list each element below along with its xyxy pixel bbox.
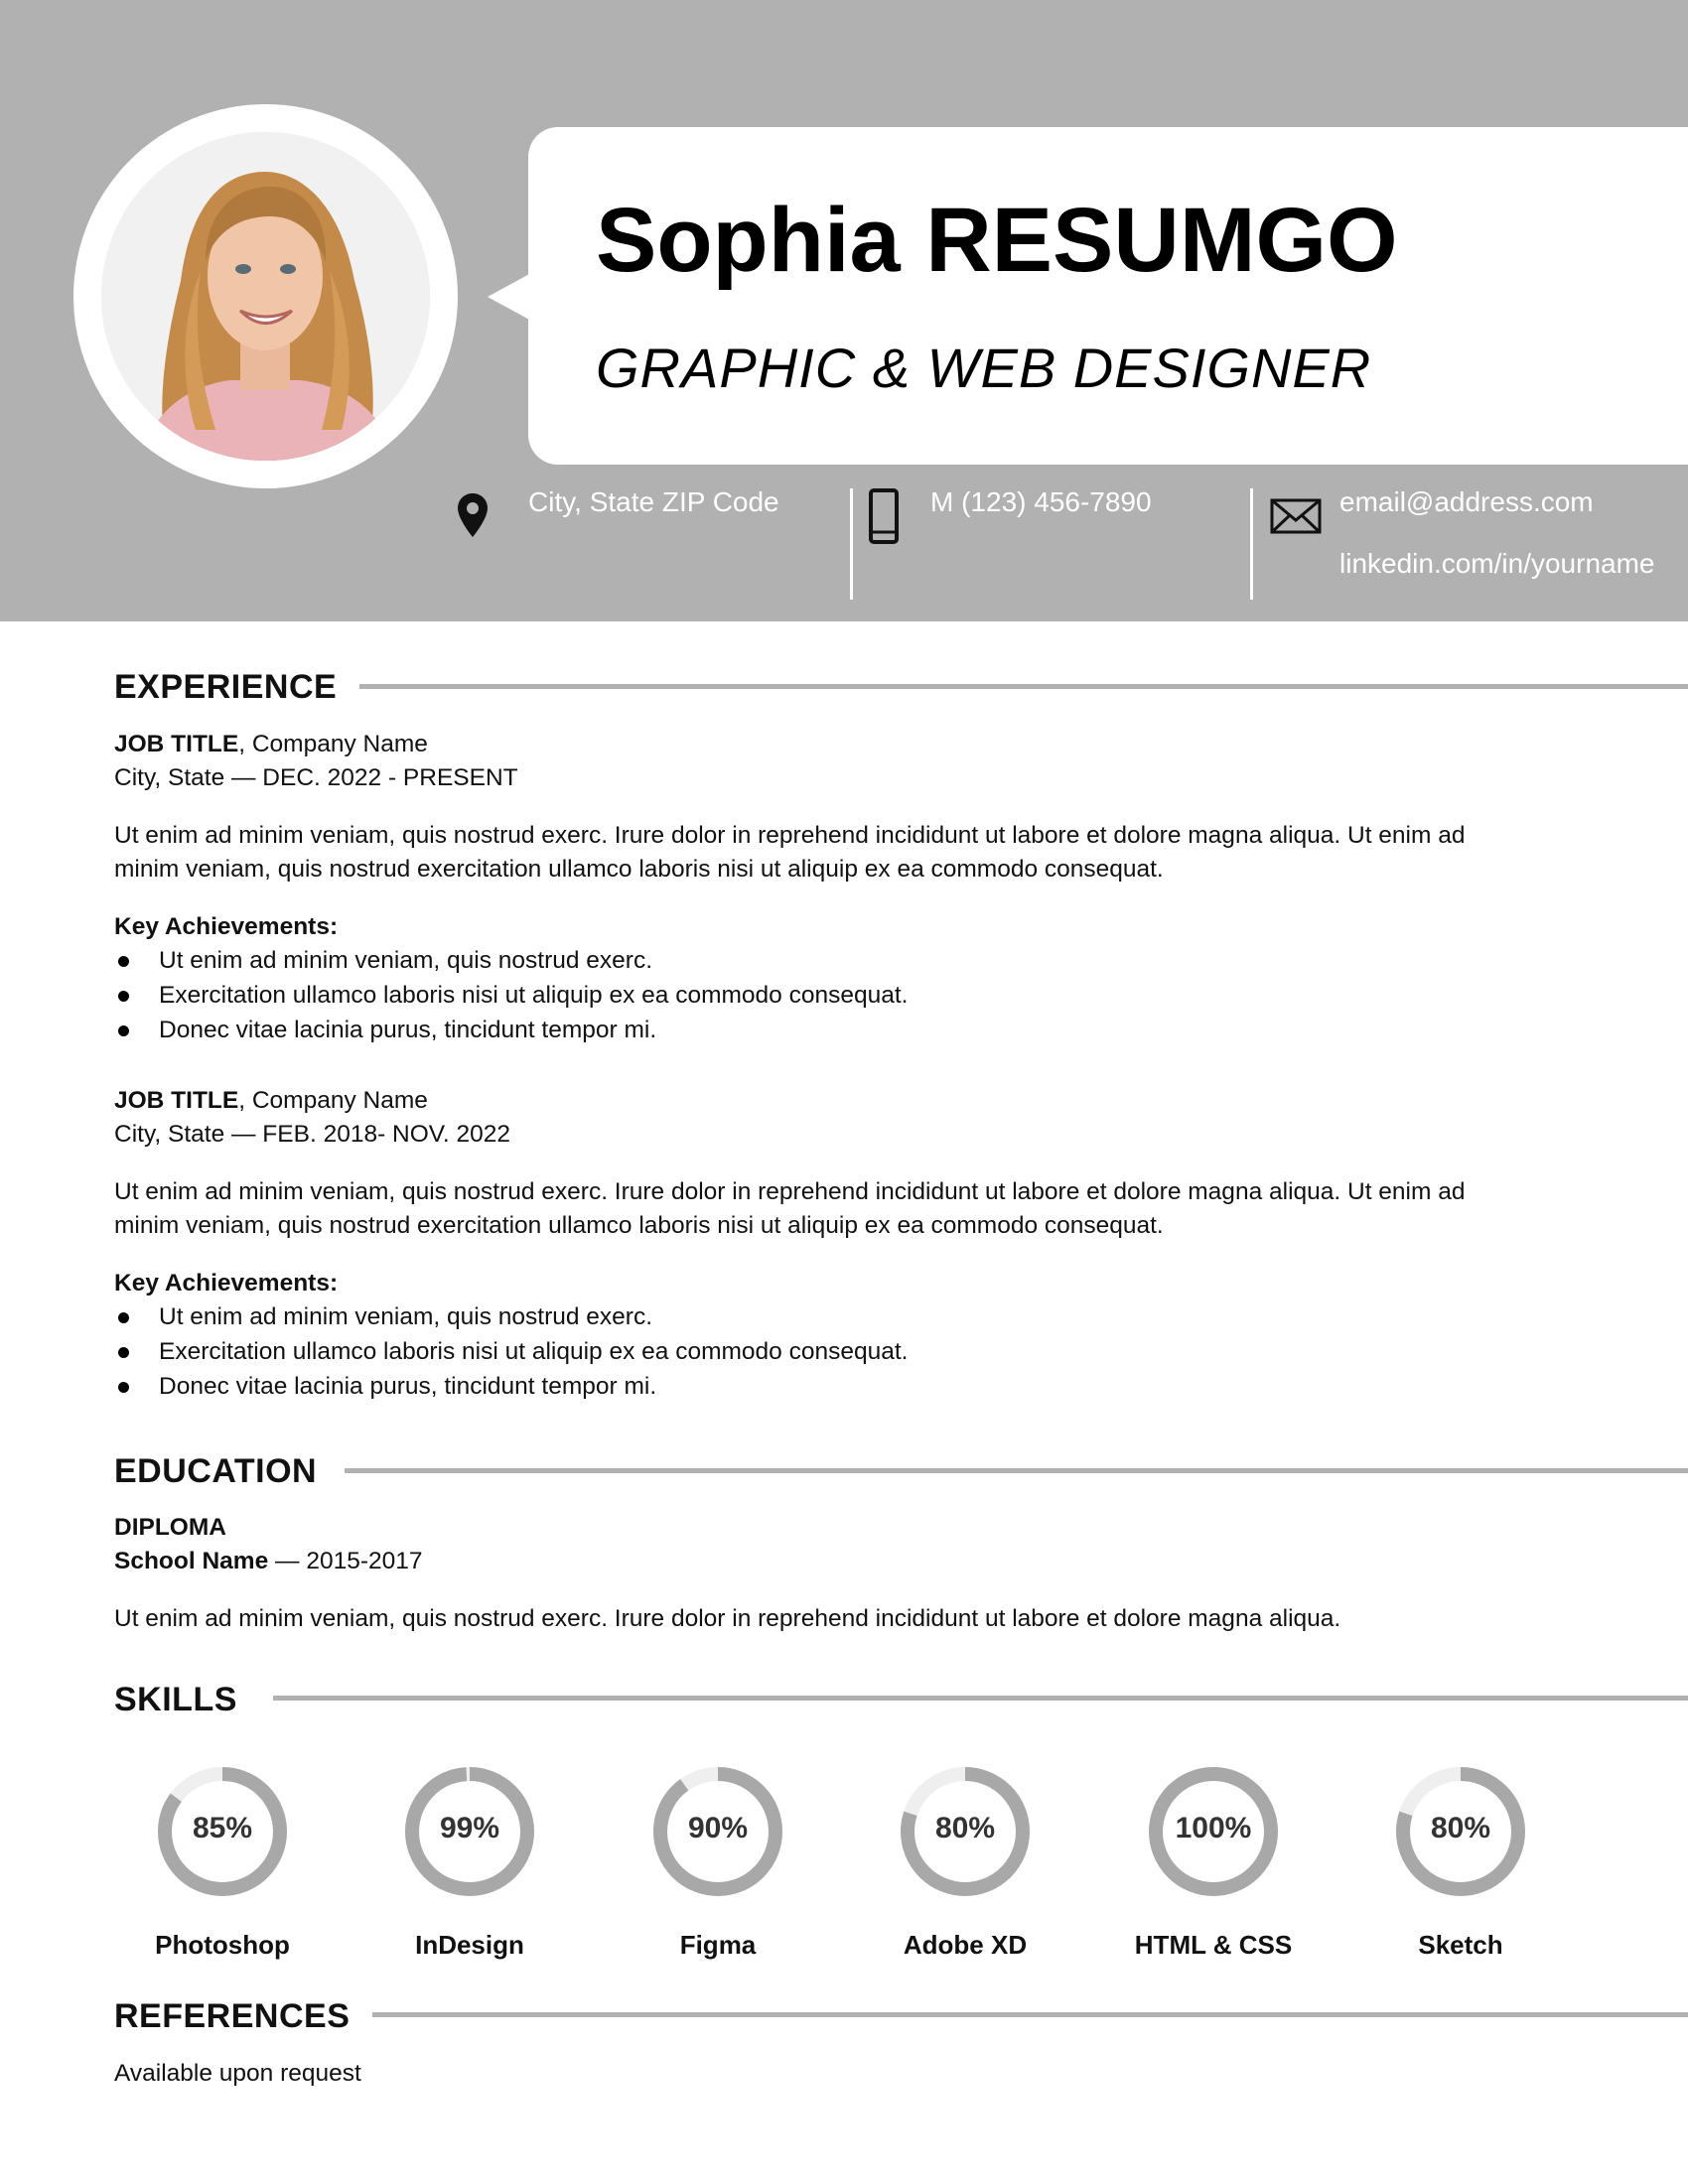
candidate-name: Sophia RESUMGO [596,190,1398,291]
job-title: JOB TITLE [114,731,239,757]
section-heading-education: EDUCATION [114,1452,318,1490]
skill-percent: 99% [439,1812,500,1844]
contact-phone: M (123) 456-7890 [930,486,1152,517]
profile-photo-illustration [101,132,430,461]
contact-location: City, State ZIP Code [528,486,779,517]
school-line [114,1548,423,1575]
section-rule [359,684,1688,689]
name-card-pointer [488,273,531,321]
skill-item [638,1757,797,1961]
bullet-icon [118,1347,129,1358]
bullet-icon [118,1025,129,1036]
phone-icon [869,488,899,544]
achievement-item: Ut enim ad minim veniam, quis nostrud exerc. [159,1303,652,1330]
bullet-icon [118,956,129,967]
job-summary: minim veniam, quis nostrud exercitation ullamco laboris nisi ut aliquip ex ea commodo consequat. [114,856,1164,883]
job-summary: Ut enim ad minim veniam, quis nostrud exerc. Irure dolor in reprehend incididunt ut labore et dolore magna aliqua. Ut enim ad [114,822,1466,849]
company-name: , Company Name [238,731,428,757]
contact-divider [1250,488,1253,600]
contact-email[interactable]: email@address.com [1339,486,1594,517]
job-summary: Ut enim ad minim veniam, quis nostrud exerc. Irure dolor in reprehend incididunt ut labore et dolore magna aliqua. Ut enim ad [114,1178,1466,1205]
achievement-item: Exercitation ullamco laboris nisi ut aliquip ex ea commodo consequat. [159,1338,909,1365]
achievement-item: Ut enim ad minim veniam, quis nostrud exerc. [159,947,652,974]
section-rule [345,1468,1688,1473]
job-heading [114,731,428,758]
name-card [528,127,1688,465]
achievements-label: Key Achievements: [114,1270,339,1297]
section-rule [372,2012,1688,2017]
job-summary: minim veniam, quis nostrud exercitation ullamco laboris nisi ut aliquip ex ea commodo consequat. [114,1212,1164,1239]
skill-percent: 90% [687,1812,749,1844]
skill-item [1381,1757,1540,1961]
section-heading-experience: EXPERIENCE [114,668,338,706]
achievement-item: Exercitation ullamco laboris nisi ut aliquip ex ea commodo consequat. [159,982,909,1009]
job-location-dates: City, State — FEB. 2018- NOV. 2022 [114,1121,510,1148]
skill-percent: 85% [192,1812,253,1844]
achievement-item: Donec vitae lacinia purus, tincidunt tempor mi. [159,1017,657,1043]
skill-percent: 80% [1430,1812,1491,1844]
section-rule [273,1696,1688,1701]
achievements-label: Key Achievements: [114,913,339,940]
degree: DIPLOMA [114,1514,226,1541]
envelope-icon [1270,498,1322,534]
job-title: JOB TITLE [114,1087,239,1114]
skill-name: Adobe XD [903,1930,1028,1960]
candidate-title: GRAPHIC & WEB DESIGNER [596,337,1372,399]
company-name: , Company Name [238,1087,428,1114]
location-pin-icon [457,492,489,538]
contact-divider [850,488,853,600]
skill-percent: 100% [1175,1812,1252,1844]
achievement-item: Donec vitae lacinia purus, tincidunt tempor mi. [159,1373,657,1400]
profile-photo-frame [73,104,458,488]
skill-name: Photoshop [155,1930,290,1960]
profile-photo [101,132,430,461]
skill-item [886,1757,1045,1961]
bullet-icon [118,1312,129,1323]
contact-linkedin[interactable]: linkedin.com/in/yourname [1339,548,1655,579]
education-summary: Ut enim ad minim veniam, quis nostrud exerc. Irure dolor in reprehend incididunt ut labore et dolore magna aliqua. [114,1605,1341,1632]
skill-percent: 80% [934,1812,996,1844]
bullet-icon [118,1382,129,1393]
skill-name: HTML & CSS [1134,1930,1293,1960]
section-heading-skills: SKILLS [114,1681,237,1718]
section-heading-references: REFERENCES [114,1997,351,2035]
school-years: — 2015-2017 [268,1548,423,1574]
references-text: Available upon request [114,2060,361,2087]
bullet-icon [118,991,129,1002]
skill-item [390,1757,549,1961]
job-location-dates: City, State — DEC. 2022 - PRESENT [114,764,518,791]
skill-item [1134,1757,1293,1961]
job-heading [114,1087,428,1115]
skill-item [143,1757,302,1961]
skill-name: InDesign [415,1930,524,1960]
school-name: School Name [114,1548,269,1574]
skill-name: Figma [679,1930,757,1960]
skill-name: Sketch [1418,1930,1503,1960]
